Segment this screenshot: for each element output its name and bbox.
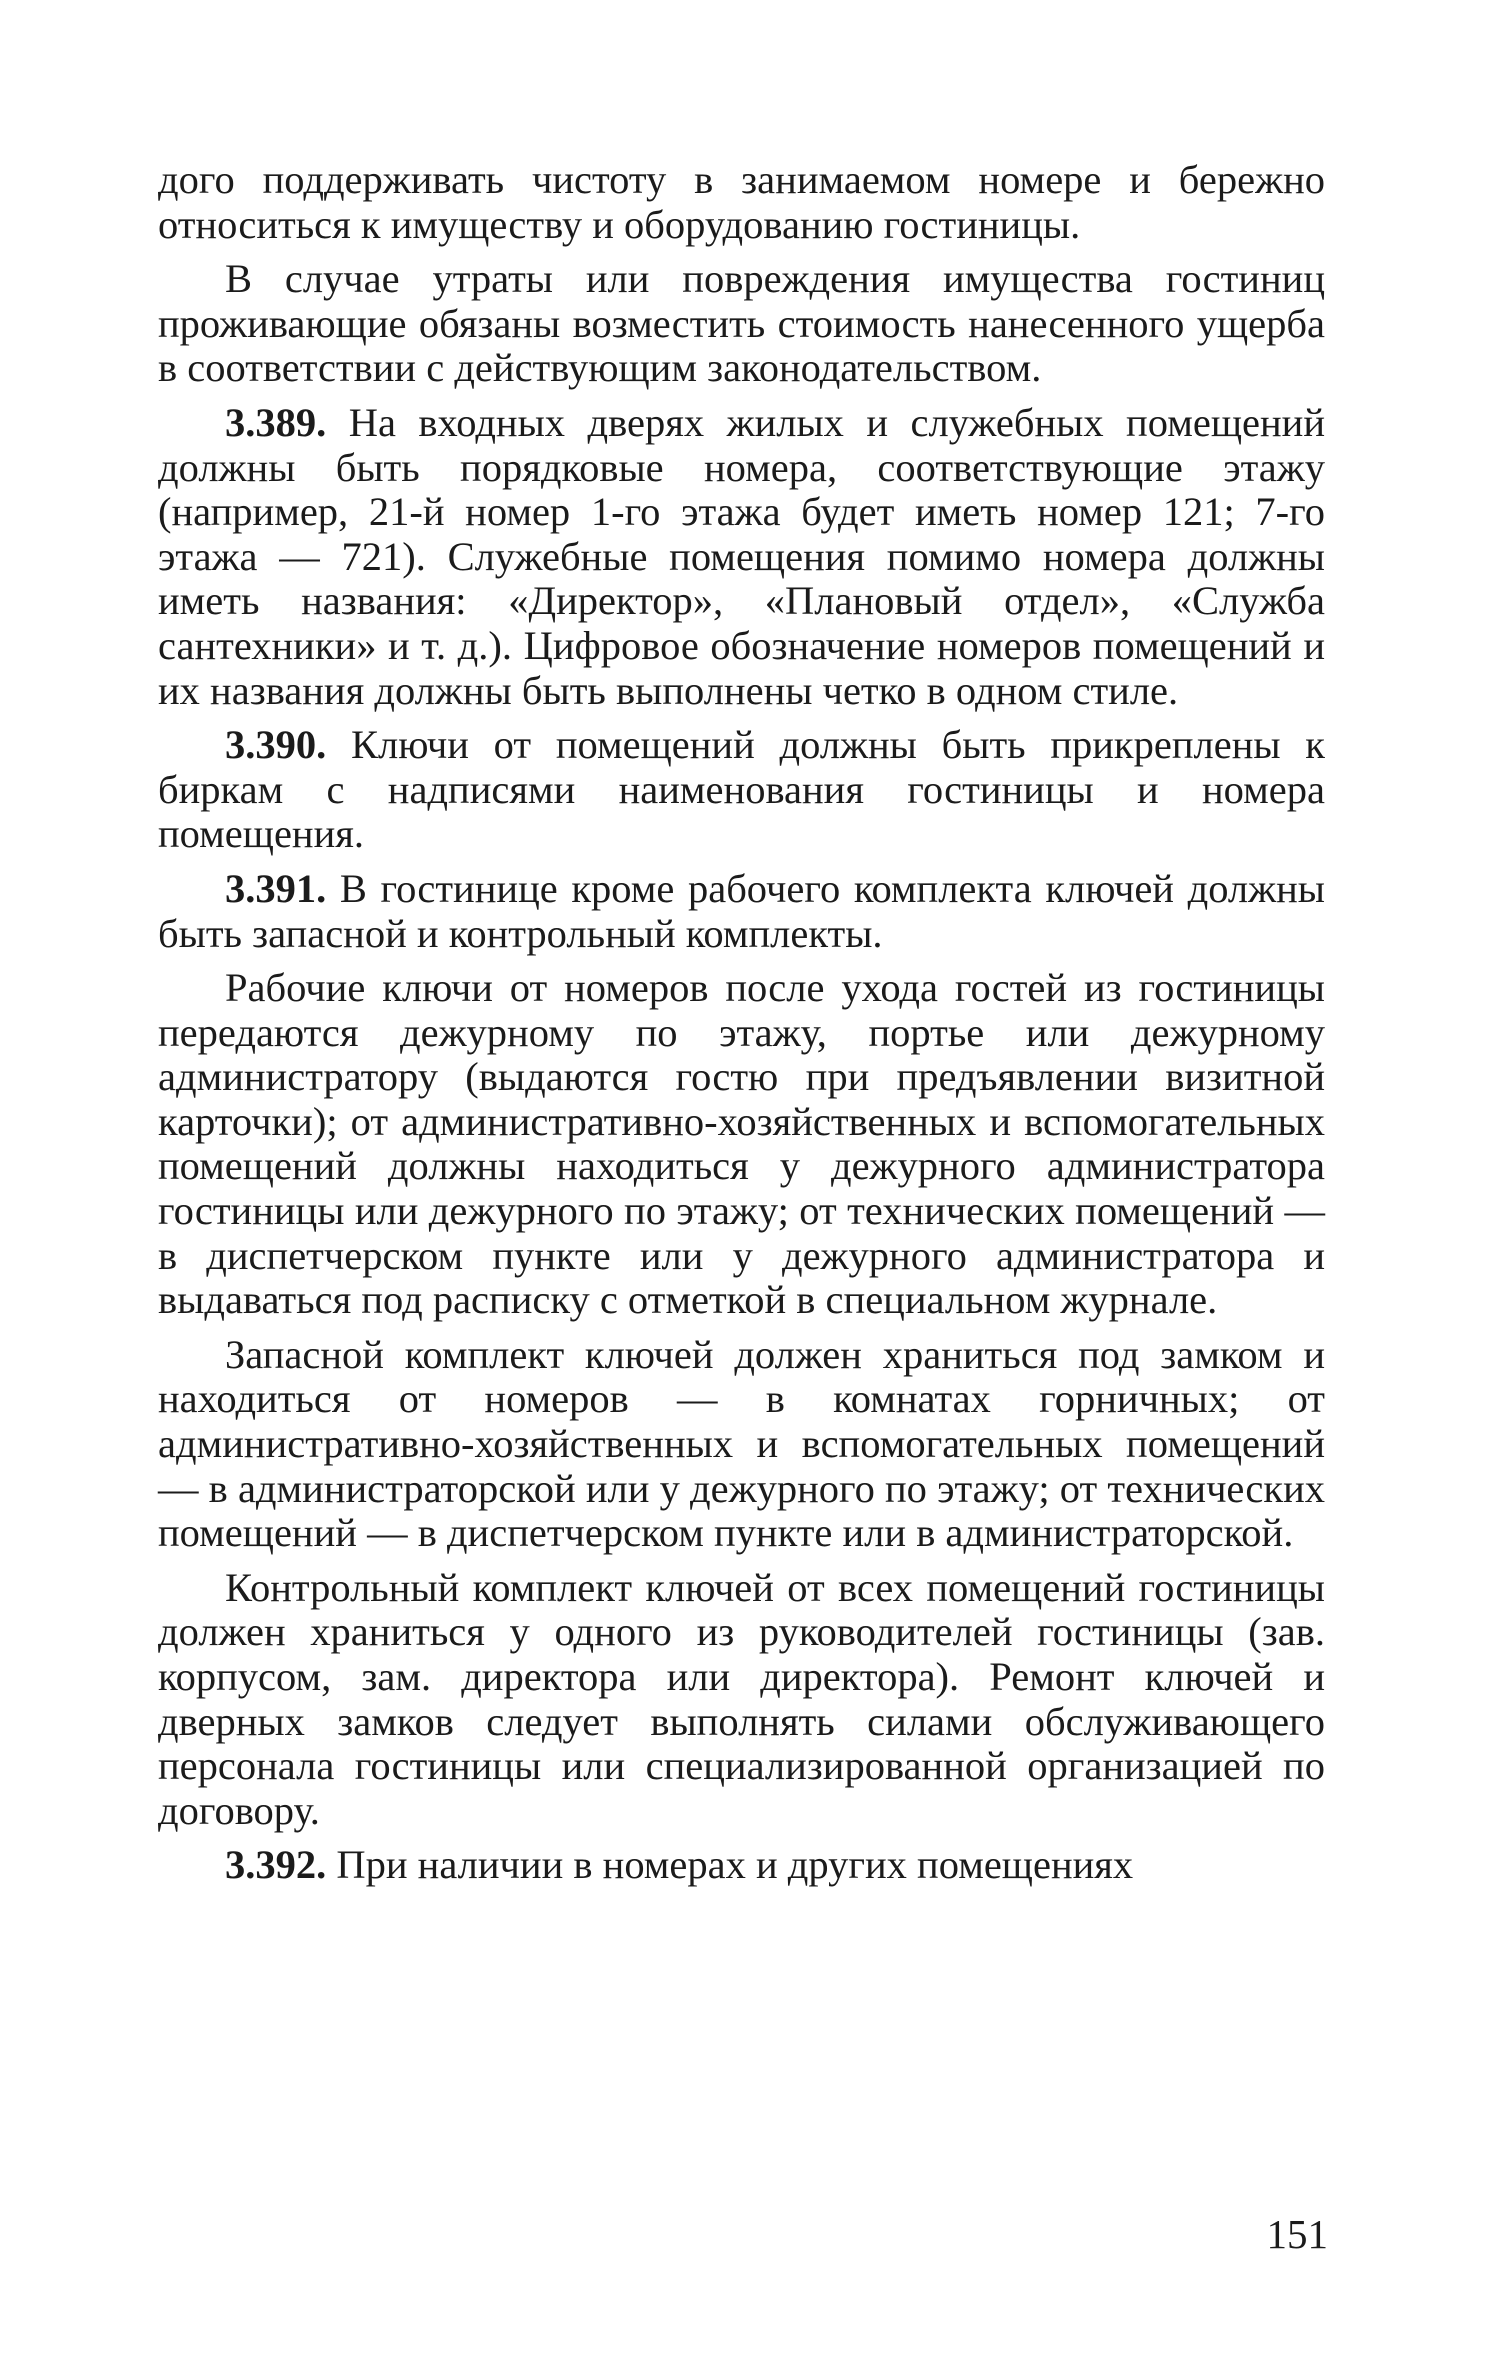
page-body [158, 158, 1325, 1888]
clause-number: 3.392. [225, 1842, 327, 1888]
paragraph-text: Контрольный комплект ключей от всех помещений гостиницы должен храниться у одного из руководителей гостиницы (зав. корпусом, зам. директора или директора). Ремонт ключей и дверных замков следует выполнять силами обслуживающего персонала гостиницы или специализированной организацией по договору. [158, 1564, 1325, 1833]
paragraph-3-391 [158, 867, 1325, 956]
paragraph-text: На входных дверях жилых и служебных помещений должны быть порядковые номера, соответствующие этажу (например, 21-й номер 1-го этажа будет иметь номер 121; 7-го этажа — 721). Служебные помещения помимо номера должны иметь названия: «Директор», «Плановый отдел», «Служба сантехники» и т. д.). Цифровое обозначение номеров помещений и их названия должны быть выполнены четко в одном стиле. [158, 399, 1325, 713]
paragraph-working-keys [158, 966, 1325, 1323]
clause-number: 3.390. [225, 722, 327, 768]
paragraph-control-keys [158, 1566, 1325, 1834]
paragraph-text: В случае утраты или повреждения имущества гостиниц проживающие обязаны возместить стоимость нанесенного ущерба в соответствии с действующим законодательством. [158, 256, 1325, 391]
paragraph-3-390 [158, 723, 1325, 857]
paragraph-text: В гостинице кроме рабочего комплекта ключей должны быть запасной и контрольный комплекты. [158, 865, 1325, 956]
paragraph-3-392 [158, 1843, 1325, 1888]
paragraph-continuation [158, 158, 1325, 247]
page-number: 151 [1266, 2211, 1328, 2257]
paragraph-spare-keys [158, 1333, 1325, 1556]
paragraph-3-389 [158, 401, 1325, 713]
paragraph-text: дого поддерживать чистоту в занимаемом номере и бережно относиться к имуществу и оборудованию гостиницы. [158, 157, 1325, 247]
paragraph-text: При наличии в номерах и других помещениях [326, 1842, 1134, 1888]
paragraph-text: Запасной комплект ключей должен храниться под замком и находиться от номеров — в комнатах горничных; от административно-хозяйственных и вспомогательных помещений — в администраторской или у дежурного по этажу; от технических помещений — в диспетчерском пункте или в администраторской. [158, 1331, 1325, 1556]
paragraph-property-damage [158, 257, 1325, 391]
clause-number: 3.391. [225, 865, 327, 911]
paragraph-text: Ключи от помещений должны быть прикреплены к биркам с надписями наименования гостиницы и номера помещения. [158, 722, 1325, 857]
paragraph-text: Рабочие ключи от номеров после ухода гостей из гостиницы передаются дежурному по этажу, портье или дежурному администратору (выдаются гостю при предъявлении визитной карточки); от административно-хозяйственных и вспомогательных помещений должны находиться у дежурного администратора гостиницы или дежурного по этажу; от технических помещений — в диспетчерском пункте или у дежурного администратора и выдаваться под расписку с отметкой в специальном журнале. [158, 965, 1325, 1323]
clause-number: 3.389. [225, 399, 327, 445]
